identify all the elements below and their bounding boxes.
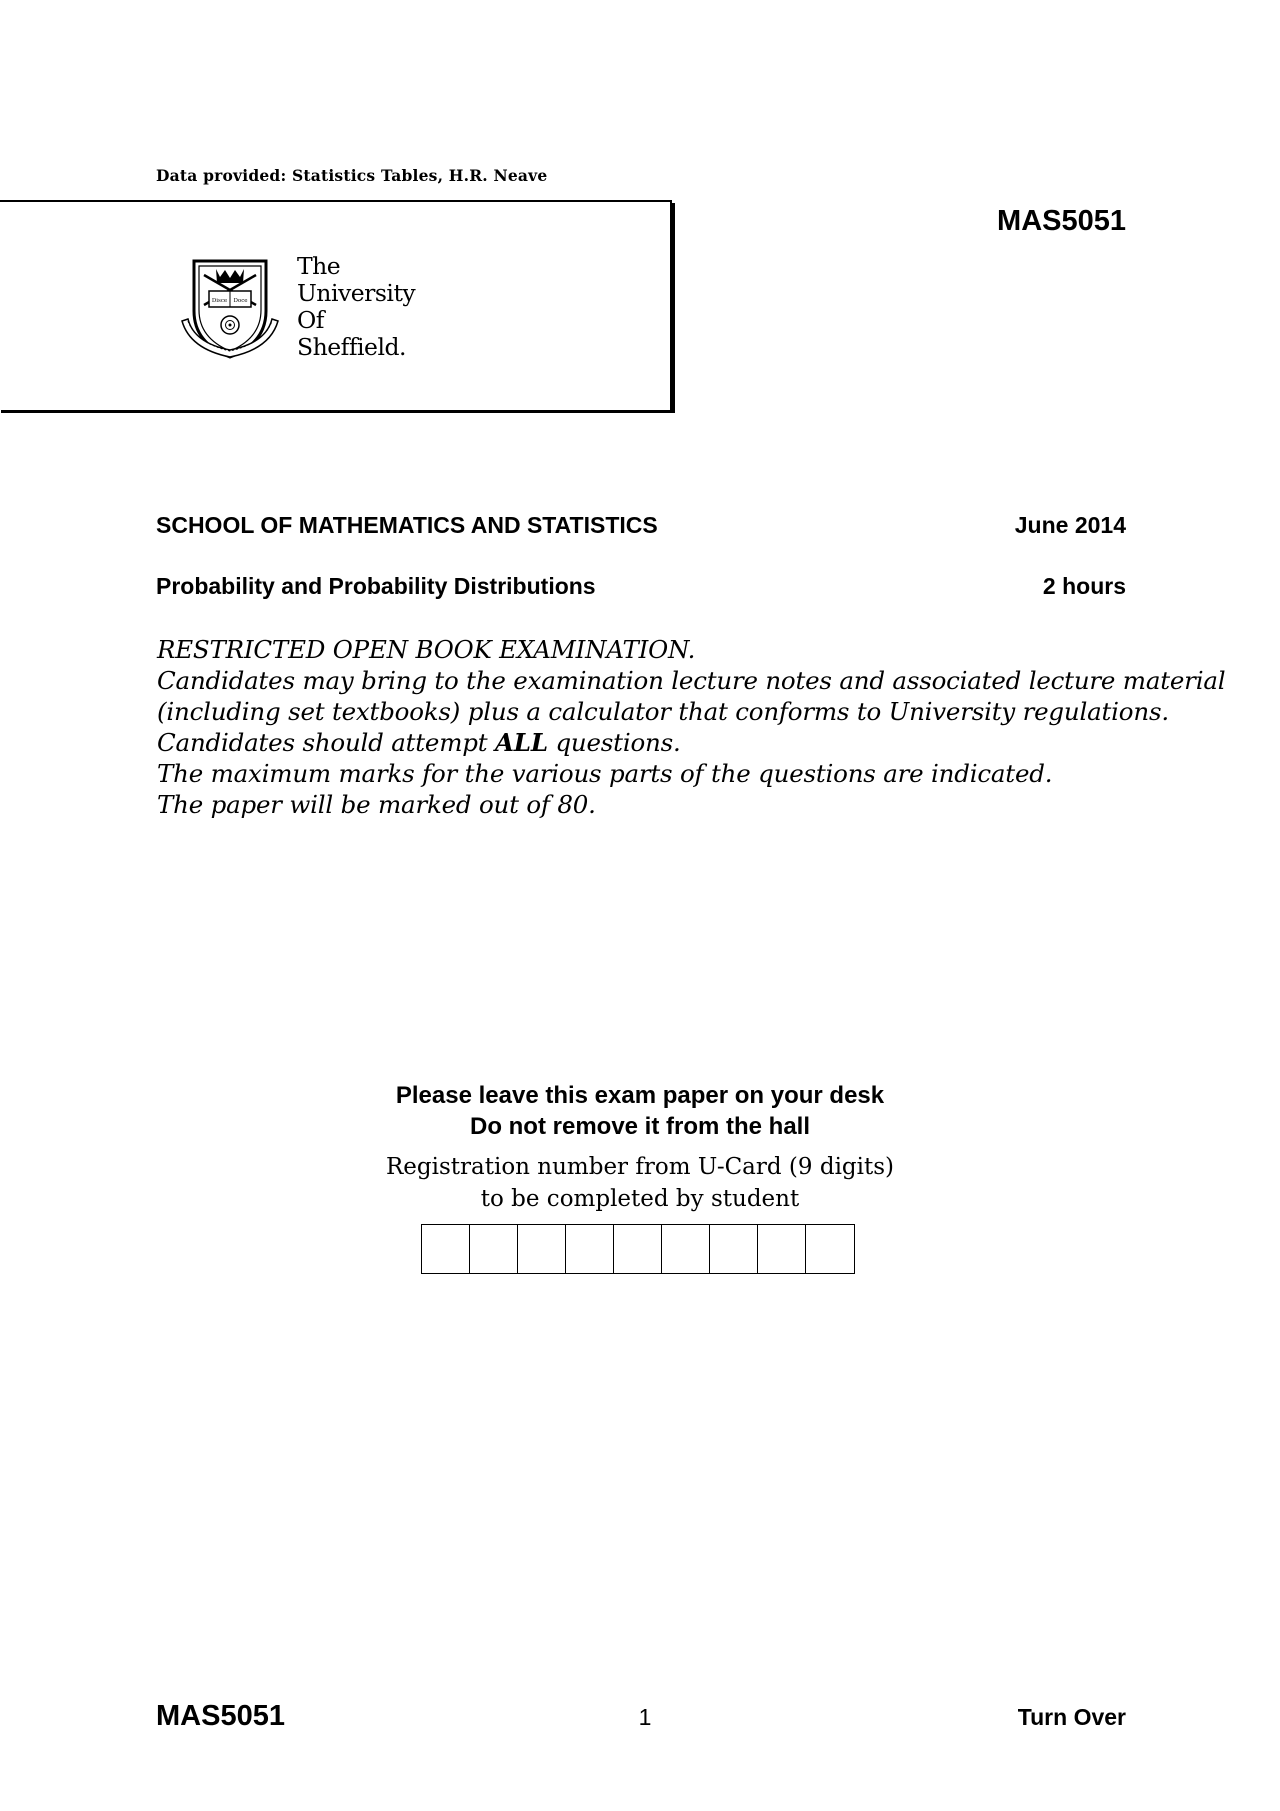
instruction-line: Candidates may bring to the examination lecture notes and associated lecture material xyxy=(157,666,1226,695)
instruction-text: questions. xyxy=(547,728,681,757)
instruction-line: RESTRICTED OPEN BOOK EXAMINATION. xyxy=(157,635,696,664)
registration-digit-box[interactable] xyxy=(806,1225,854,1273)
exam-instructions xyxy=(157,634,1225,820)
university-name xyxy=(297,253,415,361)
notice-line: Do not remove it from the hall xyxy=(469,1113,811,1140)
registration-digit-box[interactable] xyxy=(662,1225,710,1273)
instruction-line xyxy=(157,727,1225,758)
registration-line: to be completed by student xyxy=(480,1186,800,1212)
instruction-line: (including set textbooks) plus a calculator that conforms to University regulations. xyxy=(157,697,1169,726)
crest-motto-text: Disce xyxy=(211,298,228,304)
registration-number-boxes[interactable] xyxy=(421,1224,855,1274)
notice-line: Please leave this exam paper on your desk xyxy=(395,1082,885,1109)
course-code-header: MAS5051 xyxy=(997,205,1126,237)
footer-course-code: MAS5051 xyxy=(156,1700,285,1732)
registration-digit-box[interactable] xyxy=(518,1225,566,1273)
logo-line: University xyxy=(297,279,416,307)
university-crest-logo xyxy=(180,253,280,363)
logo-line: Sheffield. xyxy=(297,333,406,361)
registration-digit-box[interactable] xyxy=(710,1225,758,1273)
registration-line: Registration number from U-Card (9 digits) xyxy=(385,1154,895,1180)
exam-duration: 2 hours xyxy=(1042,573,1126,599)
turn-over-label: Turn Over xyxy=(1017,1704,1126,1730)
instruction-line: The maximum marks for the various parts of the questions are indicated. xyxy=(157,759,1053,788)
registration-digit-box[interactable] xyxy=(614,1225,662,1273)
data-provided-note: Data provided: Statistics Tables, H.R. Neave xyxy=(156,166,548,185)
logo-line: The xyxy=(297,252,341,280)
page-number: 1 xyxy=(638,1704,652,1730)
exam-title: Probability and Probability Distributions xyxy=(156,573,596,599)
instruction-line: The paper will be marked out of 80. xyxy=(157,790,596,819)
desk-notice xyxy=(0,1080,1280,1142)
registration-instructions xyxy=(0,1151,1280,1215)
registration-digit-box[interactable] xyxy=(422,1225,470,1273)
instruction-text: Candidates should attempt xyxy=(157,728,495,757)
emphasis-all: ALL xyxy=(494,728,548,757)
registration-digit-box[interactable] xyxy=(566,1225,614,1273)
svg-text:Doce: Doce xyxy=(233,298,248,304)
logo-line: Of xyxy=(297,306,324,334)
registration-digit-box[interactable] xyxy=(470,1225,518,1273)
exam-date: June 2014 xyxy=(1014,512,1126,538)
school-name: SCHOOL OF MATHEMATICS AND STATISTICS xyxy=(156,512,658,538)
registration-digit-box[interactable] xyxy=(758,1225,806,1273)
